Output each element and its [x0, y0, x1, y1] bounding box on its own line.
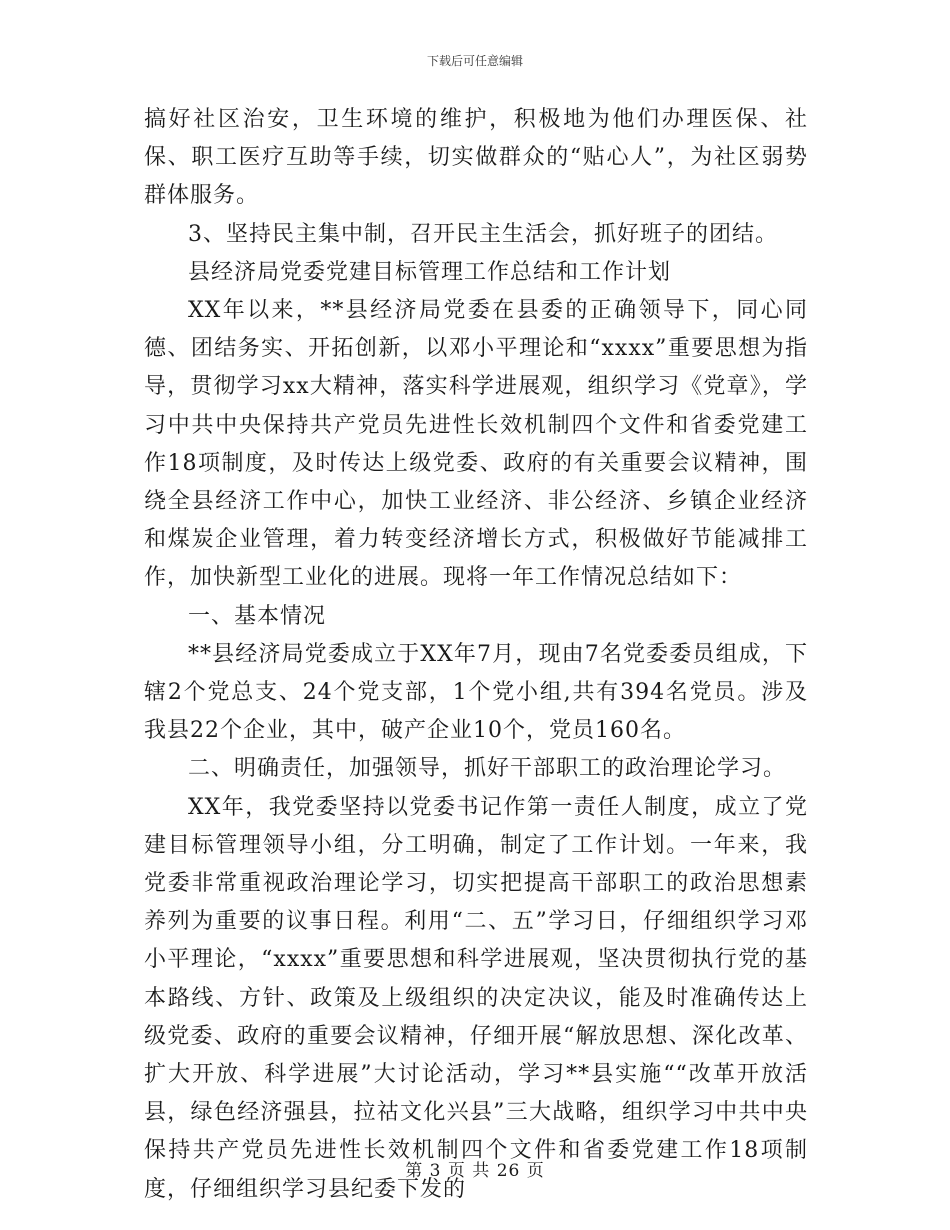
page-number-footer: 第 3 页 共 26 页	[405, 1161, 545, 1181]
section-heading: 一、基本情况	[188, 603, 327, 629]
document-body	[144, 101, 808, 1209]
paragraph: **县经济局党委成立于XX年7月，现由7名党委委员组成，下辖2个党总支、24个党支部，1个党小组,共有394名党员。涉及我县22个企业，其中，破产企业10个，党员160名。	[144, 641, 808, 744]
header-note: 下载后可任意编辑	[426, 54, 523, 68]
paragraph: 3、坚持民主集中制，召开民主生活会，抓好班子的团结。	[188, 221, 778, 247]
paragraph: XX年以来，**县经济局党委在县委的正确领导下，同心同德、团结务实、开拓创新，以邓小平理论和“xxxx”重要思想为指导，贯彻学习xx大精神，落实科学进展观，组织学习《党章》，学习中共中央保持共产党员先进性长效机制四个文件和省委党建工作18项制度，及时传达上级党委、政府的有关重要会议精神，围绕全县经济工作中心，加快工业经济、非公经济、乡镇企业经济和煤炭企业管理，着力转变经济增长方式，积极做好节能减排工作，加快新型工业化的进展。现将一年工作情况总结如下：	[144, 298, 808, 591]
section-title: 县经济局党委党建目标管理工作总结和工作计划	[188, 259, 672, 285]
section-heading: 二、明确责任，加强领导，抓好干部职工的政治理论学习。	[188, 756, 787, 782]
paragraph: XX年，我党委坚持以党委书记作第一责任人制度，成立了党建目标管理领导小组，分工明确，制定了工作计划。一年来，我党委非常重视政治理论学习，切实把提高干部职工的政治思想素养列为重要的议事日程。利用“二、五”学习日，仔细组织学习邓小平理论，“xxxx”重要思想和科学进展观，坚决贯彻执行党的基本路线、方针、政策及上级组织的决定决议，能及时准确传达上级党委、政府的重要会议精神，仔细开展“解放思想、深化改革、扩大开放、科学进展”大讨论活动，学习**县实施““改革开放活县，绿色经济强县，拉祜文化兴县”三大战略，组织学习中共中央保持共产党员先进性长效机制四个文件和省委党建工作18项制度，仔细组织学习县纪委下发的	[144, 794, 808, 1202]
paragraph: 搞好社区治安，卫生环境的维护，积极地为他们办理医保、社保、职工医疗互助等手续，切实做群众的“贴心人”，为社区弱势群体服务。	[144, 107, 808, 209]
